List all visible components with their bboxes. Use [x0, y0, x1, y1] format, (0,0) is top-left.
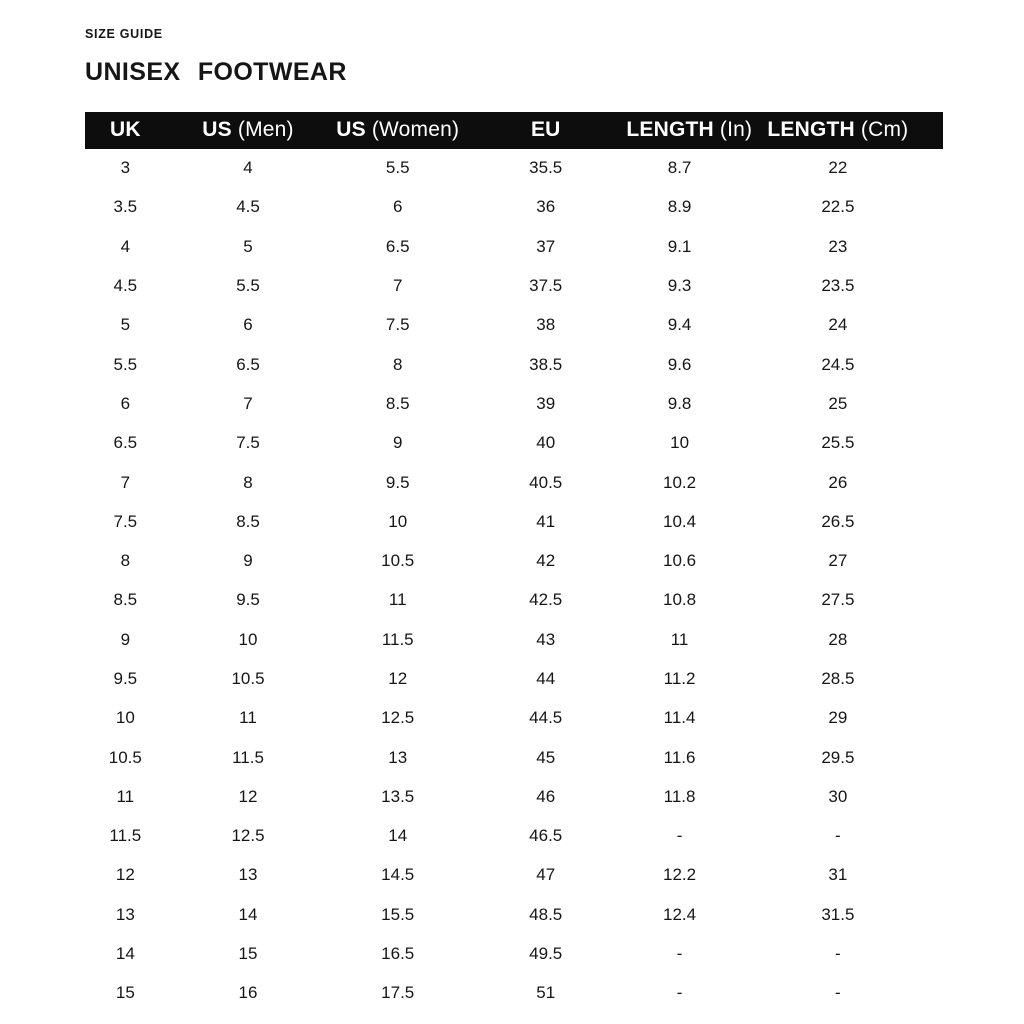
table-row [85, 149, 943, 188]
size-cell: 9 [243, 551, 253, 571]
size-cell: 11.5 [381, 629, 414, 649]
column-header-us-men [166, 112, 331, 149]
size-cell: - [835, 983, 841, 1003]
size-cell: 47 [536, 865, 556, 885]
size-cell: 12.5 [381, 708, 415, 728]
table-row [85, 227, 943, 266]
size-cell: 38.5 [529, 354, 563, 374]
size-cell: 4.5 [113, 276, 138, 296]
size-cell: 4 [243, 158, 253, 178]
size-conversion-table [85, 112, 943, 1014]
size-cell: 24 [828, 315, 848, 335]
size-cell: 9.5 [113, 669, 138, 688]
size-cell: 27 [828, 551, 848, 571]
size-cell: 10 [238, 629, 258, 649]
table-row [85, 620, 943, 659]
size-cell: 12.5 [231, 826, 265, 846]
size-cell: 9.4 [667, 315, 692, 335]
size-cell: 14 [238, 904, 258, 924]
size-cell: 16.5 [381, 944, 415, 964]
size-cell: 40 [536, 433, 556, 453]
size-cell: 24.5 [821, 354, 855, 374]
size-cell: 6.5 [385, 236, 410, 256]
size-cell: 25 [828, 393, 848, 413]
size-cell: 9.1 [667, 236, 692, 256]
size-cell: 44.5 [529, 708, 563, 728]
size-cell: - [835, 944, 841, 964]
size-cell: 10.8 [663, 590, 697, 610]
size-cell: 7.5 [236, 433, 260, 453]
size-cell: - [676, 944, 683, 964]
table-row [85, 974, 943, 1013]
size-cell: 41 [536, 511, 556, 531]
size-cell: 7 [243, 393, 253, 413]
size-cell: 12 [238, 786, 258, 806]
size-cell: 26 [828, 472, 848, 492]
size-cell: 4.5 [236, 197, 260, 217]
size-cell: 13 [388, 747, 408, 767]
size-cell: 40.5 [529, 472, 563, 492]
size-cell: 42 [536, 551, 556, 571]
size-cell: 42.5 [529, 590, 563, 610]
size-cell: 9.3 [667, 276, 692, 296]
size-cell: 11 [116, 786, 135, 806]
size-cell: 7 [120, 472, 131, 492]
size-cell: 35.5 [529, 158, 563, 178]
size-cell: 23 [828, 236, 848, 256]
size-cell: 46 [536, 786, 556, 806]
size-cell: 27.5 [821, 590, 855, 610]
size-cell: 49.5 [529, 944, 563, 964]
size-cell: 11.5 [232, 747, 264, 767]
column-header-eu [465, 112, 626, 149]
size-cell: 45 [536, 747, 556, 767]
size-cell: 6 [120, 393, 131, 413]
size-cell: 5 [243, 236, 253, 256]
size-cell: 7.5 [385, 315, 410, 335]
size-cell: 13 [238, 865, 258, 885]
size-cell: 8 [243, 472, 253, 492]
size-cell: 44 [536, 669, 556, 688]
size-cell: - [676, 826, 683, 846]
size-cell: 11.5 [109, 826, 142, 846]
size-cell: 17.5 [381, 983, 415, 1003]
column-unit: (Cm) [860, 118, 909, 141]
size-cell: 10 [388, 511, 408, 531]
size-cell: 10.4 [663, 511, 697, 531]
column-label: US [202, 118, 232, 141]
table-row [85, 856, 943, 895]
column-label: US [336, 118, 366, 141]
size-cell: 8.7 [667, 158, 692, 178]
column-header-uk [85, 112, 166, 149]
size-cell: 11.2 [663, 669, 696, 688]
table-row [85, 188, 943, 227]
size-cell: 48.5 [529, 904, 563, 924]
size-cell: 10.5 [381, 551, 415, 571]
size-cell: 9.8 [667, 393, 692, 413]
column-label: EU [530, 118, 561, 141]
size-cell: 8.9 [667, 197, 692, 217]
size-cell: 8 [392, 354, 403, 374]
size-cell: 9 [120, 629, 131, 649]
size-cell: 5.5 [385, 158, 410, 178]
size-cell: 10.2 [663, 472, 697, 492]
table-row [85, 384, 943, 423]
column-header-length-cm [733, 112, 943, 149]
size-cell: 30 [828, 786, 848, 806]
page-title: UNISEX FOOTWEAR [85, 57, 347, 86]
size-cell: 28 [828, 629, 848, 649]
size-cell: 29 [828, 708, 848, 728]
size-cell: 12.2 [663, 865, 697, 885]
table-row [85, 345, 943, 384]
size-cell: 9 [392, 433, 403, 453]
size-cell: 6 [243, 315, 253, 335]
table-row [85, 306, 943, 345]
size-cell: 5 [120, 315, 131, 335]
size-guide-eyebrow: SIZE GUIDE [85, 27, 163, 41]
table-row [85, 541, 943, 580]
table-row [85, 424, 943, 463]
size-cell: 25.5 [821, 433, 855, 453]
size-cell: 3.5 [113, 197, 138, 217]
table-row [85, 738, 943, 777]
size-cell: 15 [115, 983, 135, 1003]
size-cell: 8.5 [385, 393, 410, 413]
table-row [85, 934, 943, 973]
size-cell: 3 [120, 158, 131, 178]
size-cell: 8.5 [113, 590, 138, 610]
size-cell: 15 [238, 944, 258, 964]
table-row [85, 699, 943, 738]
size-cell: 6.5 [236, 354, 260, 374]
table-row [85, 581, 943, 620]
size-cell: - [835, 826, 841, 846]
size-cell: 15.5 [381, 904, 415, 924]
size-cell: 10.5 [108, 747, 142, 767]
table-row [85, 266, 943, 305]
table-row [85, 777, 943, 816]
size-cell: 14.5 [381, 865, 415, 885]
table-row [85, 659, 943, 698]
size-cell: 37.5 [529, 276, 563, 296]
table-row [85, 895, 943, 934]
table-row [85, 463, 943, 502]
size-cell: 8.5 [236, 511, 260, 531]
column-unit: (Men) [237, 118, 294, 141]
size-cell: 36 [536, 197, 556, 217]
size-cell: 11 [239, 708, 257, 728]
size-cell: 9.5 [385, 472, 410, 492]
size-cell: 37 [536, 236, 556, 256]
size-cell: 14 [388, 826, 408, 846]
size-cell: 10.5 [231, 669, 265, 688]
size-cell: 4 [120, 236, 131, 256]
size-cell: 11.4 [663, 708, 696, 728]
size-cell: 28.5 [821, 669, 855, 688]
size-cell: 39 [536, 393, 556, 413]
column-unit: (In) [719, 118, 753, 141]
size-cell: 43 [536, 629, 556, 649]
size-cell: 12.4 [663, 904, 697, 924]
size-cell: 13 [115, 904, 135, 924]
size-cell: 16 [238, 983, 258, 1003]
size-cell: 6.5 [113, 433, 138, 453]
size-cell: 12 [388, 669, 408, 688]
size-cell: 31 [828, 865, 848, 885]
size-cell: 6 [392, 197, 403, 217]
table-body [85, 149, 943, 1014]
size-cell: 9.5 [236, 590, 260, 610]
size-cell: 7.5 [113, 511, 138, 531]
size-cell: 14 [115, 944, 135, 964]
column-header-us-women [330, 112, 465, 149]
size-cell: 11.6 [663, 747, 696, 767]
column-label: LENGTH [626, 118, 714, 141]
size-cell: 26.5 [821, 511, 855, 531]
table-header-row [85, 112, 943, 149]
size-cell: 8 [120, 551, 131, 571]
size-cell: 22 [828, 158, 848, 178]
size-cell: 7 [392, 276, 403, 296]
size-cell: 5.5 [113, 354, 138, 374]
size-cell: 10 [670, 433, 690, 453]
column-label: LENGTH [767, 118, 855, 141]
size-cell: 11 [388, 590, 407, 610]
size-cell: 23.5 [821, 276, 855, 296]
size-cell: 12 [115, 865, 135, 885]
size-cell: 22.5 [821, 197, 855, 217]
size-cell: 9.6 [667, 354, 692, 374]
column-header-length-in [626, 112, 753, 149]
size-cell: 31.5 [821, 904, 855, 924]
size-cell: 5.5 [236, 276, 260, 296]
size-cell: 46.5 [529, 826, 563, 846]
size-cell: 10.6 [663, 551, 697, 571]
size-cell: 51 [536, 983, 556, 1003]
size-cell: 29.5 [821, 747, 855, 767]
table-row [85, 817, 943, 856]
column-unit: (Women) [371, 118, 460, 141]
size-cell: 11 [670, 629, 689, 649]
size-cell: 13.5 [381, 786, 415, 806]
column-label: UK [109, 118, 141, 141]
size-cell: 10 [115, 708, 135, 728]
table-row [85, 502, 943, 541]
size-cell: 38 [536, 315, 556, 335]
size-cell: - [676, 983, 683, 1003]
size-cell: 11.8 [663, 786, 696, 806]
